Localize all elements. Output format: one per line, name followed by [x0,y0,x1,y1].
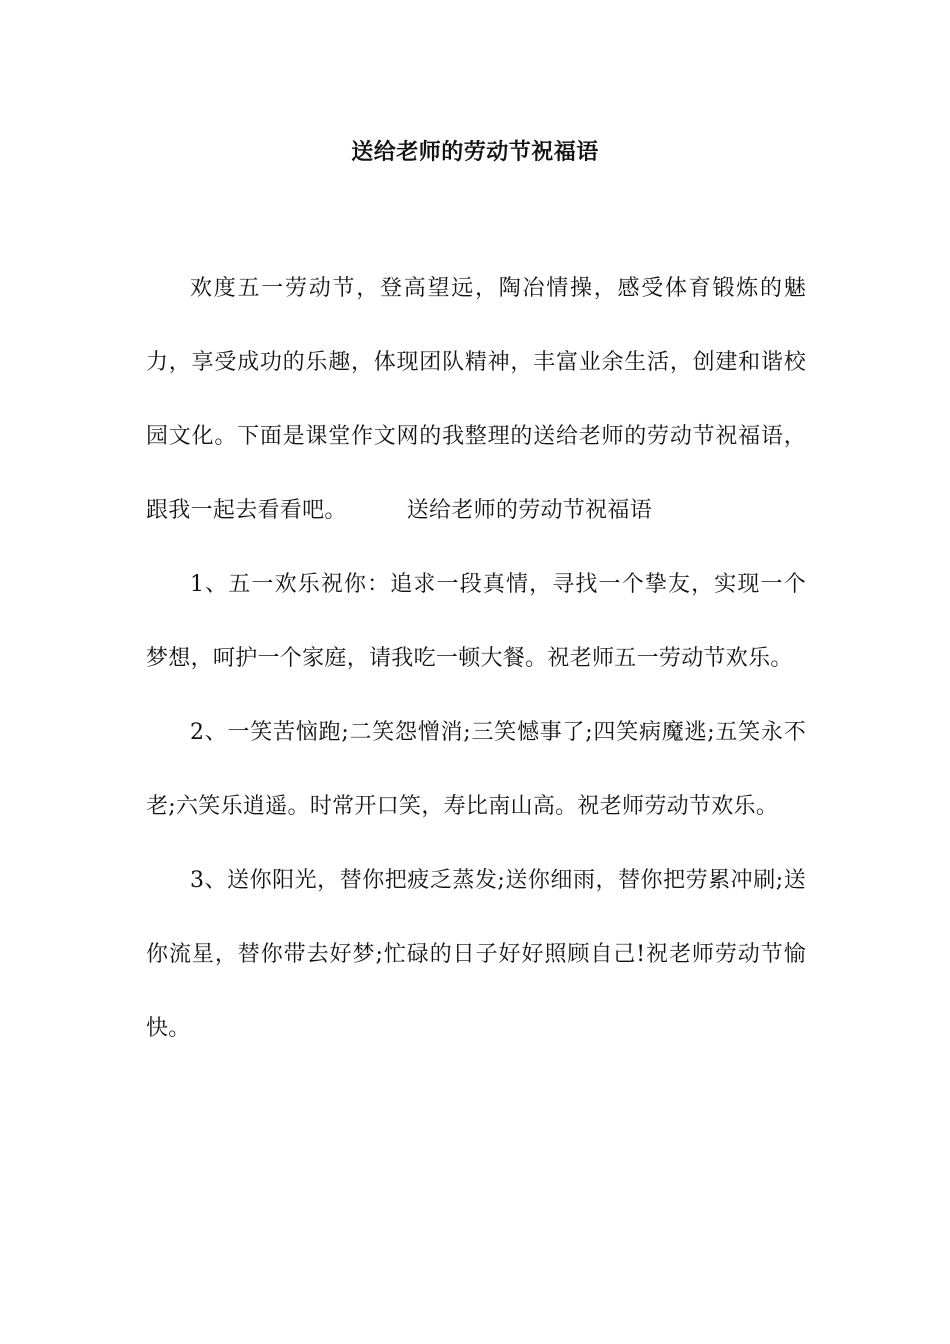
intro-paragraph [146,252,806,548]
inline-heading: 送给老师的劳动节祝福语 [406,498,653,523]
document-title: 送给老师的劳动节祝福语 [351,139,599,165]
intro-text: 欢度五一劳动节，登高望远，陶冶情操，感受体育锻炼的魅力，享受成功的乐趣，体现团队精神，丰富业余生活，创建和谐校园文化。下面是课堂作文网的我整理的送给老师的劳动节祝福语，跟我一起去看看吧。 [146,276,806,523]
wish-paragraph-3: 3、送你阳光，替你把疲乏蒸发;送你细雨，替你把劳累冲刷;送你流星，替你带去好梦;忙碌的日子好好照顾自己!祝老师劳动节愉快。 [146,868,806,1041]
wish-paragraph-2: 2、一笑苦恼跑;二笑怨憎消;三笑憾事了;四笑病魔逃;五笑永不老;六笑乐逍遥。时常开口笑，寿比南山高。祝老师劳动节欢乐。 [146,720,806,819]
document-body [146,252,806,1066]
wish-paragraph-1: 1、五一欢乐祝你：追求一段真情，寻找一个挚友，实现一个梦想，呵护一个家庭，请我吃一顿大餐。祝老师五一劳动节欢乐。 [146,572,806,671]
